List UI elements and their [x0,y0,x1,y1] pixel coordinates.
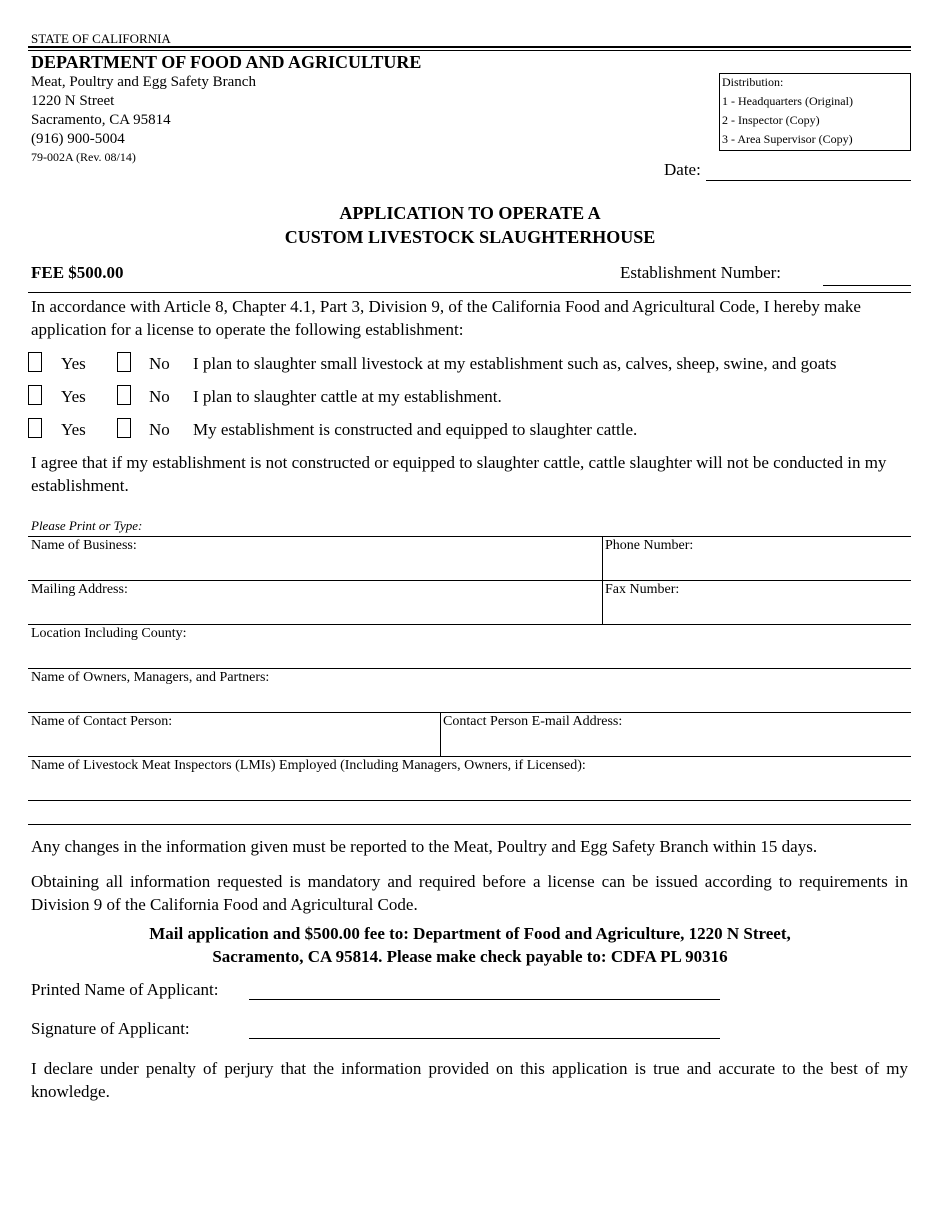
distribution-item: 2 - Inspector (Copy) [722,113,820,127]
signature-input-line[interactable] [249,1038,720,1039]
form-title-line1: APPLICATION TO OPERATE A [339,203,601,223]
fax-number-label: Fax Number: [605,582,680,597]
business-name-input[interactable] [31,556,596,578]
agreement-paragraph: I agree that if my establishment is not constructed or equipped to slaughter cattle, cattle slaughter will not be conducted in my establishment. [31,453,887,495]
grid-rule-1 [28,536,911,537]
phone-number: (916) 900-5004 [31,131,125,147]
question-1-yes-checkbox[interactable] [28,352,42,372]
distribution-title: Distribution: [722,75,784,89]
location-label: Location Including County: [31,626,187,641]
question-2-yes-label: Yes [61,387,86,406]
header-rule-top [28,46,911,48]
perjury-declaration: I declare under penalty of perjury that the information provided on this application is true and accurate to the best of my knowledge. [31,1059,908,1101]
distribution-item: 3 - Area Supervisor (Copy) [722,132,853,146]
printed-name-label: Printed Name of Applicant: [31,980,219,999]
question-3-yes-label: Yes [61,420,86,439]
mailing-address-input[interactable] [31,600,596,622]
street-address: 1220 N Street [31,93,115,109]
question-1-no-label: No [149,354,170,373]
distribution-box [719,73,911,151]
location-input[interactable] [31,644,906,666]
contact-person-input[interactable] [31,732,436,754]
question-1-text: I plan to slaughter small livestock at my establishment such as, calves, sheep, swine, and goats [193,354,837,373]
state-label: STATE OF CALIFORNIA [31,31,171,46]
inspectors-input[interactable] [31,776,906,798]
branch-name: Meat, Poultry and Egg Safety Branch [31,74,256,90]
phone-number-label: Phone Number: [605,538,694,553]
changes-notice: Any changes in the information given must be reported to the Meat, Poultry and Egg Safety Branch within 15 days. [31,837,818,856]
grid-rule-7 [28,800,911,801]
question-2-text: I plan to slaughter cattle at my establishment. [193,387,502,406]
grid-rule-6 [28,756,911,757]
question-2-no-checkbox[interactable] [117,385,131,405]
contact-person-label: Name of Contact Person: [31,714,173,729]
question-1-no-checkbox[interactable] [117,352,131,372]
question-3-no-label: No [149,420,170,439]
grid-rule-2 [28,580,911,581]
phone-number-input[interactable] [606,556,906,578]
mailing-address-label: Mailing Address: [31,582,128,597]
mail-instructions-line1: Mail application and $500.00 fee to: Department of Food and Agriculture, 1220 N Street, [149,924,791,943]
mail-instructions-line2: Sacramento, CA 95814. Please make check payable to: CDFA PL 90316 [212,947,728,966]
grid-rule-3 [28,624,911,625]
question-1-yes-label: Yes [61,354,86,373]
mandatory-notice: Obtaining all information requested is mandatory and required before a license can be issued according to requirements in Division 9 of the California Food and Agricultural Code. [31,872,908,914]
date-input-line[interactable] [706,180,911,181]
question-2-yes-checkbox[interactable] [28,385,42,405]
establishment-number-input-line[interactable] [823,285,911,286]
grid-rule-8 [28,824,911,825]
question-3-text: My establishment is constructed and equipped to slaughter cattle. [193,420,638,439]
section-rule [28,292,911,293]
signature-label: Signature of Applicant: [31,1019,190,1038]
fee-label: FEE $500.00 [31,263,124,282]
form-number: 79-002A (Rev. 08/14) [31,150,136,164]
grid-divider-contact [440,712,441,756]
print-note: Please Print or Type: [31,518,143,533]
printed-name-input-line[interactable] [249,999,720,1000]
inspectors-label: Name of Livestock Meat Inspectors (LMIs) Employed (Including Managers, Owners, if Licensed): [31,758,586,773]
owners-label: Name of Owners, Managers, and Partners: [31,670,270,685]
distribution-item: 1 - Headquarters (Original) [722,94,853,108]
form-title-line2: CUSTOM LIVESTOCK SLAUGHTERHOUSE [284,227,656,247]
date-label: Date: [664,160,701,179]
fax-number-input[interactable] [606,600,906,622]
grid-rule-5 [28,712,911,713]
header-rule-bottom [28,50,911,51]
contact-email-input[interactable] [444,732,906,754]
city-address: Sacramento, CA 95814 [31,112,171,128]
question-3-no-checkbox[interactable] [117,418,131,438]
business-name-label: Name of Business: [31,538,137,553]
contact-email-label: Contact Person E-mail Address: [443,714,623,729]
question-3-yes-checkbox[interactable] [28,418,42,438]
establishment-number-label: Establishment Number: [620,263,782,282]
owners-input[interactable] [31,688,906,710]
grid-rule-4 [28,668,911,669]
department-title: DEPARTMENT OF FOOD AND AGRICULTURE [31,52,422,72]
intro-paragraph: In accordance with Article 8, Chapter 4.1, Part 3, Division 9, of the California Food and Agricultural Code, I hereby make application for a license to operate the following establishment: [31,297,861,339]
question-2-no-label: No [149,387,170,406]
